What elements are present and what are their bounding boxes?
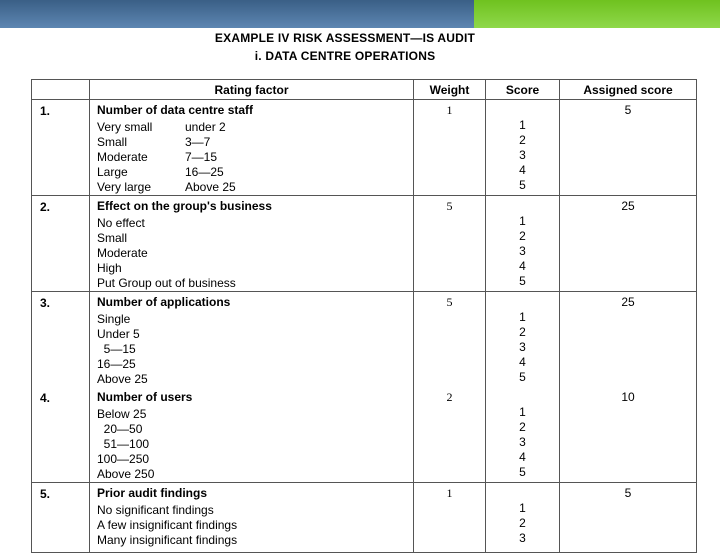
rating-option-label: Single [97, 312, 131, 326]
row-number: 5. [32, 483, 90, 553]
rating-factor-cell [90, 292, 414, 388]
rating-option [97, 342, 413, 357]
weight-value: 5 [414, 196, 486, 292]
score-value: 5 [519, 465, 526, 479]
weight-value: 5 [414, 292, 486, 388]
rating-option-label: Below 25 [97, 407, 147, 421]
score-list [486, 387, 560, 483]
rating-option-label: Many insignificant findings [97, 533, 238, 547]
score-value: 4 [519, 259, 526, 273]
document-subtitle: i. DATA CENTRE OPERATIONS [254, 49, 436, 63]
rating-option-label: Above 250 [97, 467, 155, 481]
score-value: 2 [519, 516, 526, 530]
rating-option-label: Put Group out of business [97, 276, 236, 290]
score-value: 2 [519, 133, 526, 147]
rating-factor-name: Number of applications [97, 295, 231, 309]
score-value: 3 [519, 244, 526, 258]
assigned-score-value: 5 [560, 483, 697, 553]
rating-option [97, 312, 413, 327]
rating-option-label: No effect [97, 216, 145, 230]
score-value: 4 [519, 450, 526, 464]
rating-factor-cell [90, 483, 414, 553]
rating-option-label: A few insignificant findings [97, 518, 238, 532]
weight-value: 2 [414, 387, 486, 483]
rating-option-label: Moderate [97, 246, 148, 260]
assigned-score-value: 25 [560, 196, 697, 292]
rating-option [97, 533, 413, 548]
score-value: 1 [519, 214, 526, 228]
score-value: 3 [519, 340, 526, 354]
table-row [32, 100, 697, 196]
rating-option [97, 422, 413, 437]
assigned-score-value: 10 [560, 387, 697, 483]
header-band-blue [0, 0, 474, 28]
rating-option [97, 372, 413, 387]
rating-option-label: Very large [97, 180, 152, 194]
header-band-green [474, 0, 720, 28]
score-value: 2 [519, 325, 526, 339]
risk-assessment-table [31, 79, 697, 553]
row-number: 4. [32, 387, 90, 483]
row-number: 1. [32, 100, 90, 196]
rating-option [97, 165, 413, 180]
header-weight: Weight [414, 80, 486, 100]
rating-option [97, 276, 413, 291]
header-assigned-score: Assigned score [560, 80, 697, 100]
table-row [32, 483, 697, 553]
rating-factor-name: Effect on the group's business [97, 199, 272, 213]
score-value: 1 [519, 118, 526, 132]
table-row [32, 292, 697, 388]
score-value: 2 [519, 420, 526, 434]
score-value: 1 [519, 405, 526, 419]
score-value: 2 [519, 229, 526, 243]
rating-option [97, 327, 413, 342]
rating-option-label: 5—15 [97, 342, 136, 356]
score-value: 5 [519, 274, 526, 288]
rating-option-label: No significant findings [97, 503, 214, 517]
score-value: 1 [519, 310, 526, 324]
row-number: 2. [32, 196, 90, 292]
rating-option-label: 100—250 [97, 452, 150, 466]
rating-option-label: Small [97, 231, 128, 245]
rating-option [97, 120, 413, 135]
rating-option [97, 216, 413, 231]
table-row [32, 387, 697, 483]
rating-option-label: High [97, 261, 122, 275]
score-list [486, 292, 560, 388]
rating-option [97, 246, 413, 261]
rating-option-label: 20—50 [97, 422, 143, 436]
rating-option [97, 135, 413, 150]
assigned-score-value: 25 [560, 292, 697, 388]
rating-option-label: Above 25 [97, 372, 148, 386]
score-value: 3 [519, 435, 526, 449]
rating-option-label: 51—100 [97, 437, 150, 451]
rating-factor-cell [90, 196, 414, 292]
rating-factor-cell [90, 100, 414, 196]
score-list [486, 196, 560, 292]
rating-option [97, 452, 413, 467]
score-value: 5 [519, 178, 526, 192]
rating-factor-name: Prior audit findings [97, 486, 207, 500]
table-row [32, 196, 697, 292]
rating-option-label: Large [97, 165, 128, 179]
score-list [486, 483, 560, 553]
rating-factor-name: Number of users [97, 390, 193, 404]
document-title: EXAMPLE IV RISK ASSESSMENT—IS AUDIT [214, 31, 476, 45]
rating-factor-cell [90, 387, 414, 483]
rating-option [97, 518, 413, 533]
rating-option [97, 437, 413, 452]
rating-option-label: Small [97, 135, 128, 149]
weight-value: 1 [414, 483, 486, 553]
score-value: 3 [519, 148, 526, 162]
rating-option-range: 7—15 [185, 150, 218, 164]
rating-option-label: 16—25 [97, 357, 136, 371]
rating-option-range: 16—25 [185, 165, 224, 179]
score-value: 3 [519, 531, 526, 545]
assigned-score-value: 5 [560, 100, 697, 196]
score-value: 5 [519, 370, 526, 384]
rating-option [97, 150, 413, 165]
rating-option [97, 357, 413, 372]
rating-option-range: under 2 [185, 120, 226, 134]
rating-option-range: Above 25 [185, 180, 236, 194]
rating-option [97, 231, 413, 246]
rating-option [97, 180, 413, 195]
rating-option-range: 3—7 [185, 135, 211, 149]
rating-option-label: Moderate [97, 150, 148, 164]
rating-option [97, 261, 413, 276]
header-score: Score [486, 80, 560, 100]
score-list [486, 100, 560, 196]
row-number: 3. [32, 292, 90, 388]
header-number [32, 80, 90, 100]
score-value: 4 [519, 163, 526, 177]
table-header-row [32, 80, 697, 100]
score-value: 1 [519, 501, 526, 515]
weight-value: 1 [414, 100, 486, 196]
rating-factor-name: Number of data centre staff [97, 103, 254, 117]
rating-option [97, 467, 413, 482]
rating-option-label: Under 5 [97, 327, 140, 341]
score-value: 4 [519, 355, 526, 369]
rating-option [97, 503, 413, 518]
rating-option-label: Very small [97, 120, 153, 134]
rating-option [97, 407, 413, 422]
header-rating-factor: Rating factor [90, 80, 414, 100]
